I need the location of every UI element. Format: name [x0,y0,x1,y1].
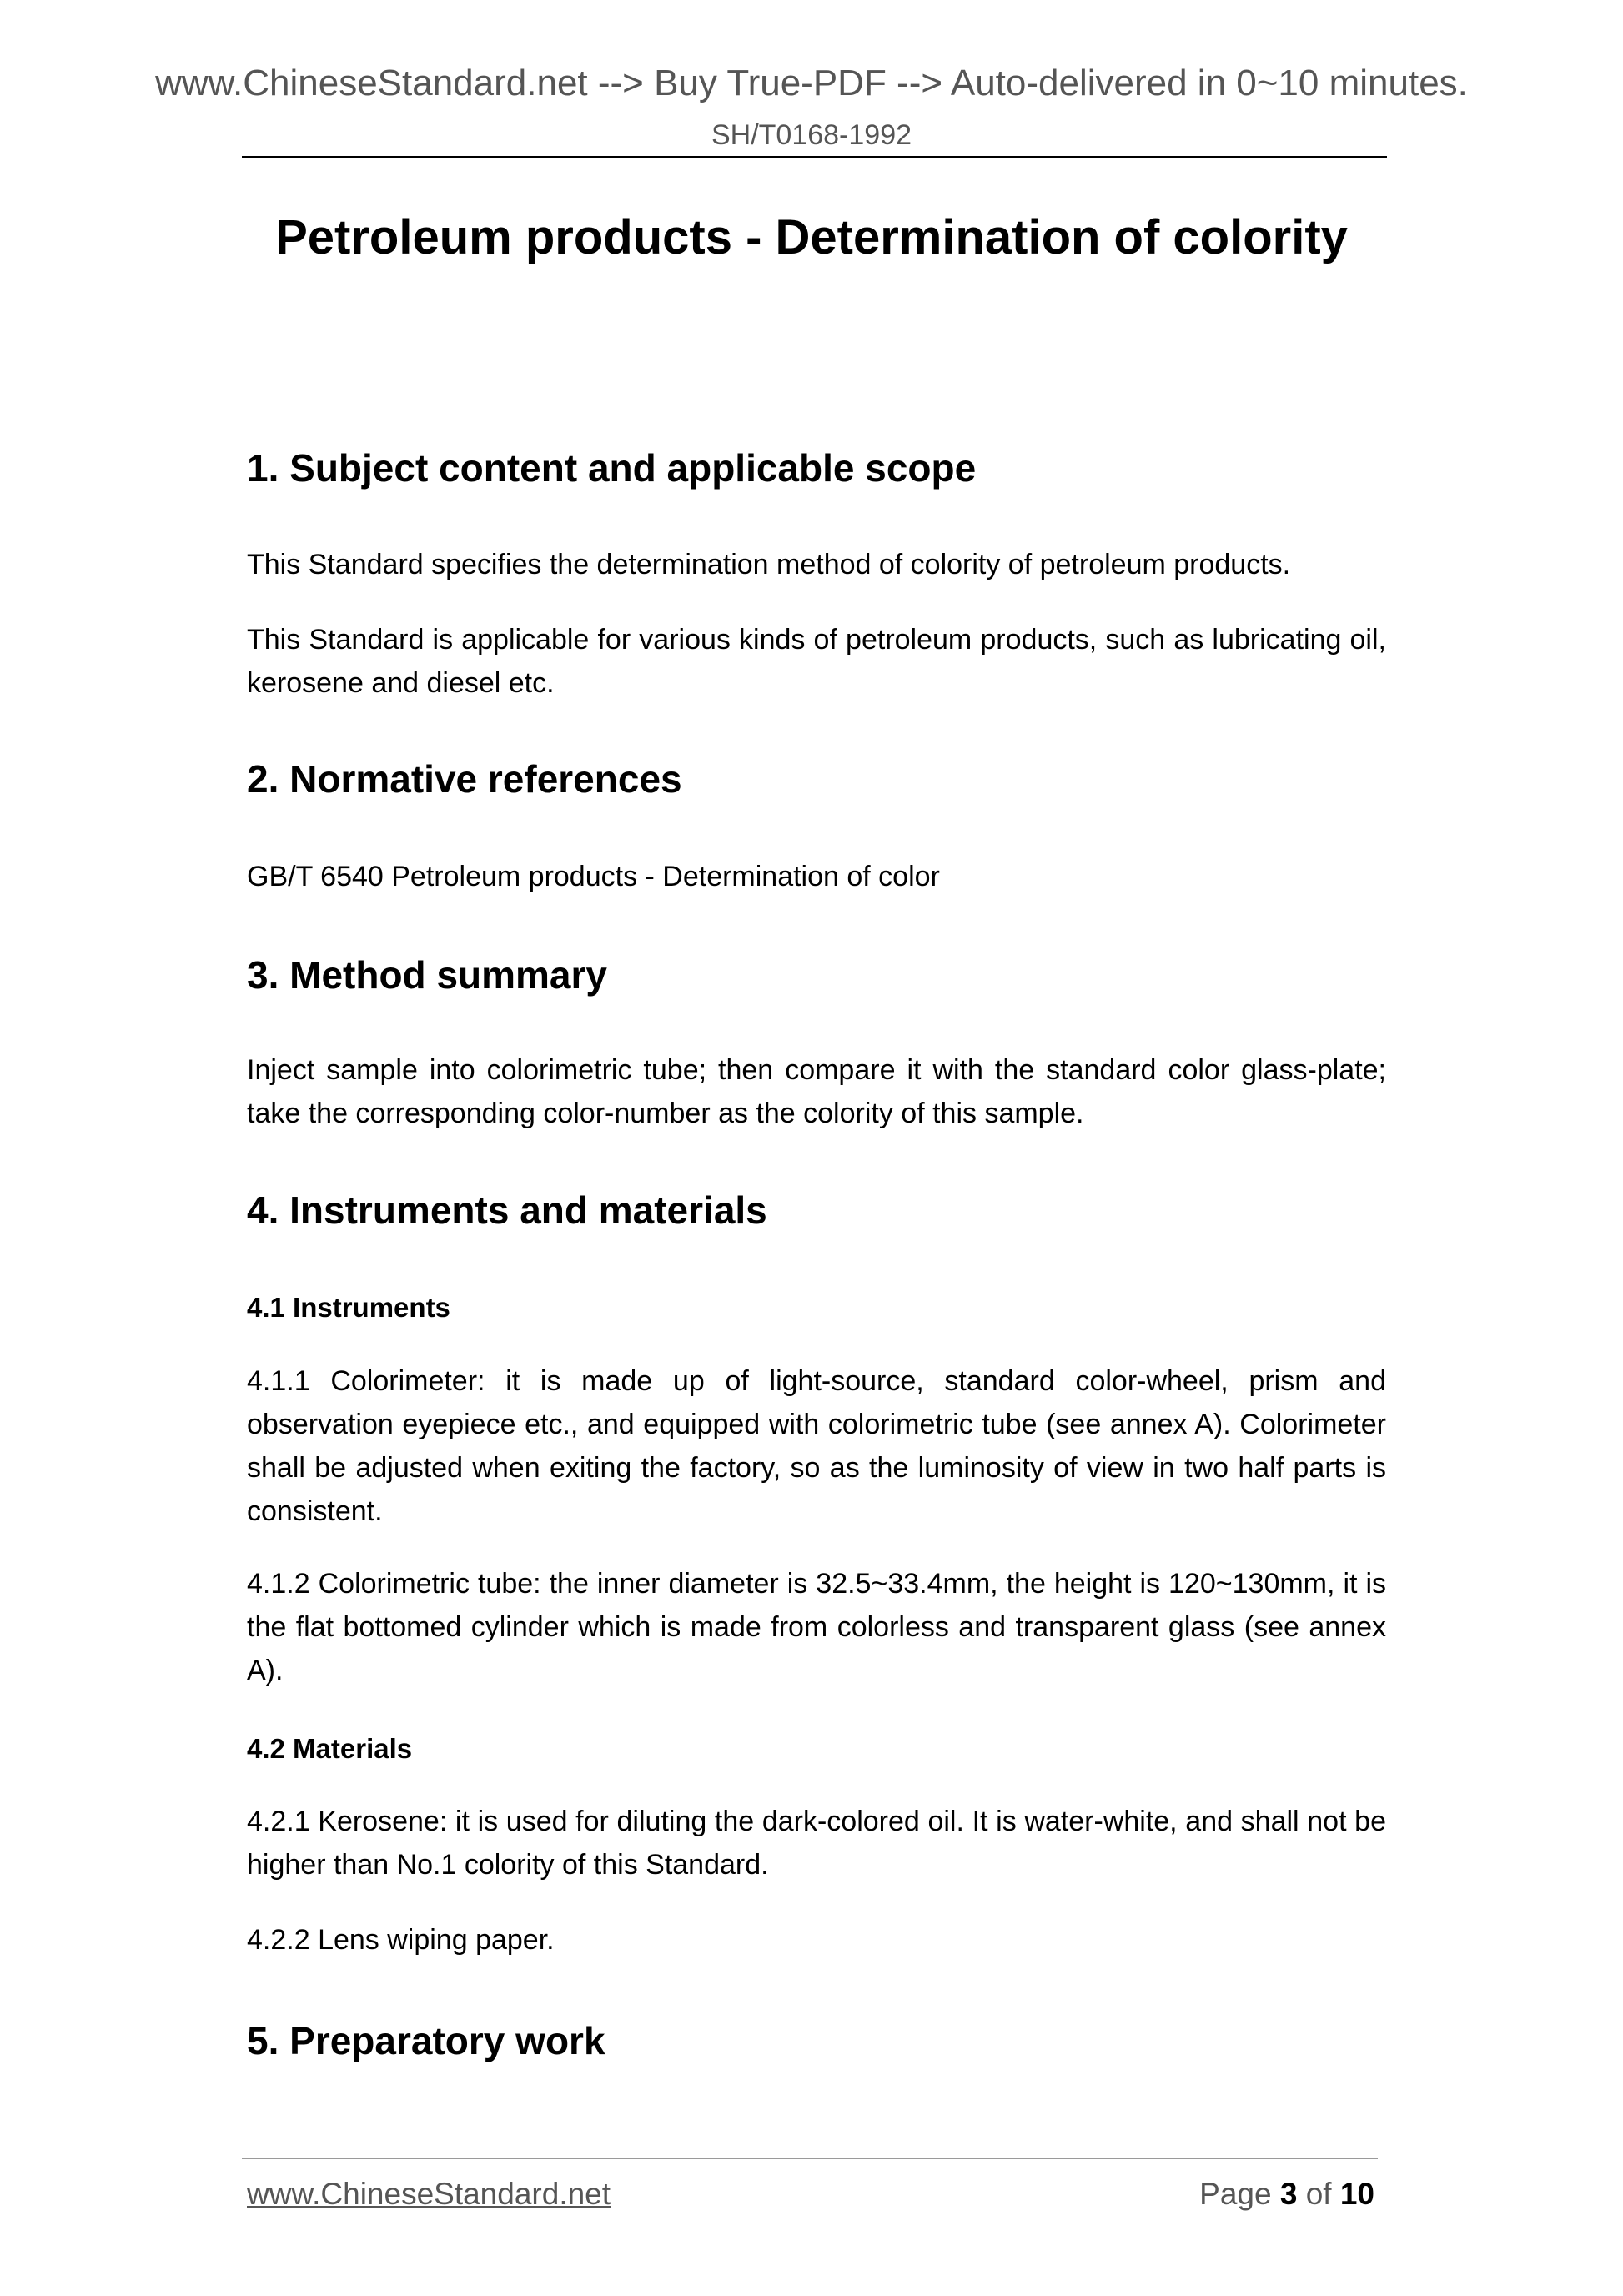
page-current: 3 [1279,2177,1298,2211]
paragraph-4-1-1: 4.1.1 Colorimeter: it is made up of light-source, standard color-wheel, prism and observation eyepiece etc., and equipped with colorimetric tube (see annex A). Colorimeter shall be adjusted when exiting the factory, so as the luminosity of view in two half parts is consistent. [247,1365,1386,1527]
section-4-heading: 4. Instruments and materials [247,1188,767,1232]
section-5-heading: 5. Preparatory work [247,2019,605,2062]
section-3-paragraph-1: Inject sample into colorimetric tube; then compare it with the standard color glass-plate; take the corresponding color-number as the colority of this sample. [247,1054,1386,1129]
page-of-label: of [1305,2177,1332,2211]
section-2-heading: 2. Normative references [247,757,682,801]
section-1-paragraph-2: This Standard is applicable for various kinds of petroleum products, such as lubricating oil, kerosene and diesel etc. [247,624,1386,699]
header-divider [242,156,1387,158]
footer-divider [242,2158,1378,2159]
footer-website-link[interactable]: www.ChineseStandard.net [247,2177,611,2211]
paragraph-4-2-1: 4.2.1 Kerosene: it is used for diluting the dark-colored oil. It is water-white, and shall not be higher than No.1 colority of this Standard. [247,1806,1386,1881]
section-2-paragraph-1: GB/T 6540 Petroleum products - Determination of color [247,861,940,892]
page-label: Page [1199,2177,1272,2211]
top-banner[interactable]: www.ChineseStandard.net --> Buy True-PDF --> Auto-delivered in 0~10 minutes. [155,63,1468,103]
page-number [1199,2178,1374,2209]
section-3-heading: 3. Method summary [247,953,607,997]
section-1-heading: 1. Subject content and applicable scope [247,446,977,490]
paragraph-4-1-2: 4.1.2 Colorimetric tube: the inner diameter is 32.5~33.4mm, the height is 120~130mm, it is the flat bottomed cylinder which is made from colorless and transparent glass (see annex A). [247,1568,1386,1686]
document-title: Petroleum products - Determination of colority [275,210,1348,264]
subsection-4-1-heading: 4.1 Instruments [247,1292,450,1323]
paragraph-4-2-2: 4.2.2 Lens wiping paper. [247,1924,555,1956]
standard-code: SH/T0168-1992 [711,119,912,151]
subsection-4-2-heading: 4.2 Materials [247,1733,413,1764]
section-1-paragraph-1: This Standard specifies the determination method of colority of petroleum products. [247,549,1291,580]
page-total: 10 [1339,2177,1374,2211]
